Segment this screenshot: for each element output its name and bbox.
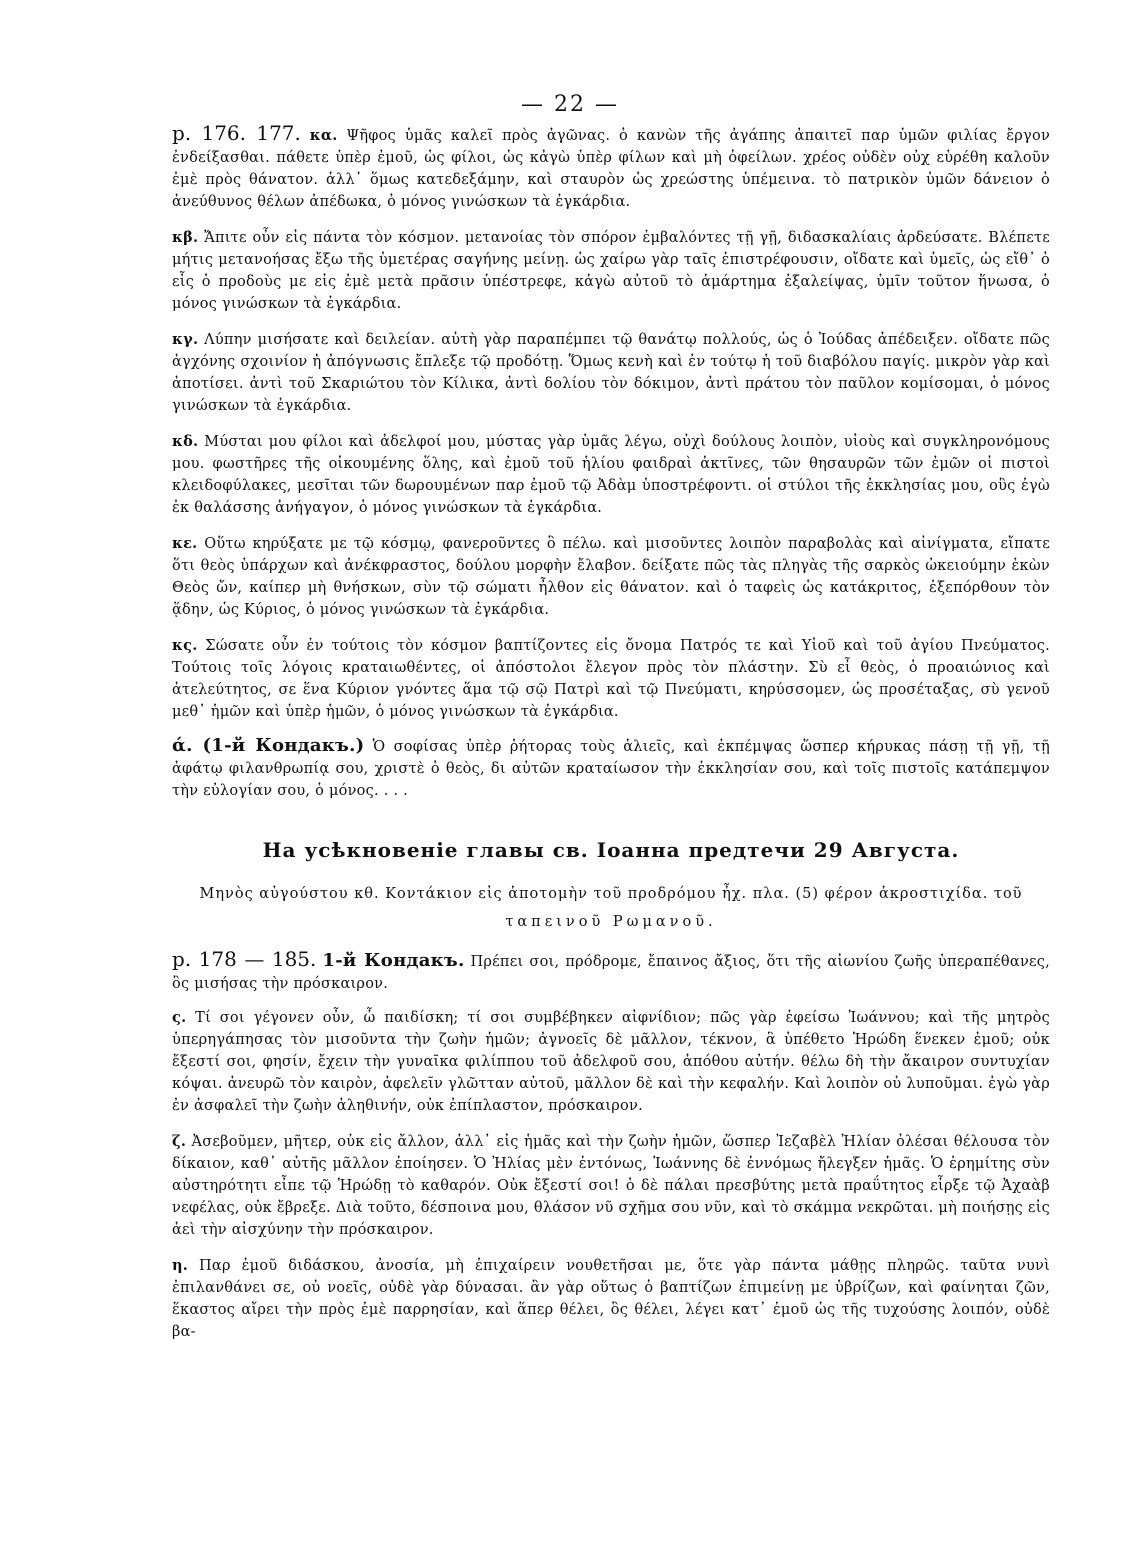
- paragraph-h: [172, 1255, 1050, 1343]
- page-body: [172, 122, 1050, 1343]
- stanza-marker: 1-й Кондакъ.: [322, 950, 465, 971]
- paragraph-kg: [172, 329, 1050, 417]
- paragraph-kondak-intro: [172, 948, 1050, 995]
- stanza-marker: κγ.: [172, 331, 199, 348]
- page-reference: p. 176. 177.: [172, 121, 301, 145]
- subheading-line: ταπεινοῦ Ρωμανοῦ.: [505, 914, 717, 930]
- stanza-marker: κβ.: [172, 229, 199, 246]
- section-heading: На усѣкновеніе главы св. Іоанна предтечи 29 Августа.: [262, 838, 960, 862]
- stanza-text: Λύπην μισήσατε καὶ δειλείαν. αὐτὴ γὰρ παραπέμπει τῷ θανάτῳ πολλούς, ὡς ὁ Ἰούδας ἀπέδειξεν. οἴδατε πῶς ἀγχόνης σχοινίον ἡ ἀπόγνωσις ἔπλεξε τῷ προδότῃ. Ὅμως κενὴ καὶ ἐν τούτῳ ἡ τοῦ διαβόλου παγίς. μικρὸν γὰρ καὶ ἀποτίσει. ἀντὶ τοῦ Σκαριώτου τὸν Κίλικα, ἀντὶ δολίου τὸν δόκιμον, ἀντὶ πράτου τὸν παῦλον κομίσομαι, ὁ μόνος γινώσκων τὰ ἐγκάρδια.: [172, 332, 1050, 414]
- stanza-text: Σώσατε οὖν ἐν τούτοις τὸν κόσμον βαπτίζοντες εἰς ὄνομα Πατρός τε καὶ Υἱοῦ καὶ τοῦ ἁγίου Πνεύματος. Τούτοις τοῖς λόγοις κραταιωθέντες, οἱ ἀπόστολοι ἔλεγον πρὸς τὸν πλάστην. Σὺ εἶ θεὸς, ὁ προαιώνιος καὶ ἀτελεύτητος, σε ἕνα Κύριον γνόντες ἅμα τῷ σῷ Πατρὶ καὶ τῷ Πνεύματι, κηρύσσομεν, ὡς προσέταξας, σὺ γενοῦ μεθ᾽ ἡμῶν καὶ ὑπὲρ ἡμῶν, ὁ μόνος γινώσκων τὰ ἐγκάρδια.: [172, 638, 1050, 720]
- stanza-text: Οὕτω κηρύξατε με τῷ κόσμῳ, φανεροῦντες ὃ πέλω. καὶ μισοῦντες λοιπὸν παραβολὰς καὶ αἰνίγματα, εἴπατε ὅτι θεὸς ὑπάρχων καὶ ἀνέκφραστος, δούλου μορφὴν ἔλαβον. δείξατε πῶς τὰς πληγὰς τῆς σαρκὸς ὠκειούμην ἑκὼν Θεὸς ὤν, καίπερ μὴ θνήσκων, σὺν τῷ σώματι ἦλθον εἰς θάνατον. καὶ ὁ ταφεὶς ὡς κατάκριτος, ἐξεπόρθουν τὸν ᾅδην, ὡς Κύριος, ὁ μόνος γινώσκων τὰ ἐγκάρδια.: [172, 536, 1051, 618]
- paragraph-kondak-1: [172, 735, 1050, 802]
- stanza-text: Ἀσεβοῦμεν, μῆτερ, οὐκ εἰς ἄλλον, ἀλλ᾽ εἰς ἡμᾶς καὶ τὴν ζωὴν ἡμῶν, ὥσπερ Ἰεζαβὲλ Ἠλίαν ὀλέσαι θέλουσα τὸν δίκαιον, καθ᾽ αὐτῆς μᾶλλον ἐποίησεν. Ὁ Ἠλίας μὲν ἐντόνως, Ἰωάννης δὲ ἐννόμως ἤλεγξεν ἡμᾶς. Ὁ ἐρημίτης σὺν αὐστηρότητι εἶπε τῷ Ἡρώδῃ τὸ καθαρόν. Οὐκ ἔξεστί σοι! ὁ δὲ πάλαι πρεσβύτης μετὰ πραΰτητος εἶρξε τῷ Ἀχαὰβ νεφέλας, οὐκ ἔβρεξε. Διὰ τοῦτο, δέσποινα μου, θλάσον νῦ σχῆμα σου νῦν, καὶ τὸ σκάμμα νεκρῶται. μὴ ποιήσῃς εἰς ἀεὶ τὴν αἰσχύνην τὴν πρόσκαιρον.: [172, 1134, 1050, 1238]
- stanza-text: Παρ ἐμοῦ διδάσκου, ἀνοσία, μὴ ἐπιχαίρειν νουθετῆσαι με, ὅτε γὰρ πάντα μάθῃς πληρῶς. ταῦτα νυνὶ ἐπιλανθάνει σε, οὐ νοεῖς, οὐδὲ γὰρ δύνασαι. ἂν γὰρ οὕτως ὁ βαπτίζων ἐπιμείνῃ με ὑβρίζων, καὶ φαίνηται ζῶν, ἕκαστος αἴρει τὴν πρὸς ἐμὲ παρρησίαν, καὶ ἅπερ θέλει, ὃς θέλει, λέγει κατ᾽ ἐμοῦ ὡς τῆς τυχούσης λοιπόν, οὐδὲ βα-: [172, 1258, 1051, 1340]
- paragraph-ka: [172, 122, 1050, 213]
- stanza-marker: ς.: [172, 1009, 187, 1026]
- paragraph-z: [172, 1131, 1050, 1241]
- stanza-text: Ἄπιτε οὖν εἰς πάντα τὸν κόσμον. μετανοίας τὸν σπόρον ἐμβαλόντες τῇ γῇ, διδασκαλίαις ἀρδεύσατε. Βλέπετε μήτις μετανοήσας ἔξω τῆς ὑμετέρας σαγήνης μείνῃ. ὡς χαίρω γὰρ ταῖς ἐπιστρέφουσιν, οἴδατε καὶ ὑμεῖς, ὡς εἴθ᾽ ὁ εἷς ὁ προδοὺς με εἰς ἐμὲ μετὰ πρᾶσιν ὑπέστρεφε, κἀγὼ αὐτοῦ τὸ ἁμάρτημα ἐξαλείψας, ὑμῖν τοῦτον ἥνωσα, ὁ μόνος γινώσκων τὰ ἐγκάρδια.: [172, 230, 1050, 312]
- stanza-text: Ψῆφος ὑμᾶς καλεῖ πρὸς ἀγῶνας. ὁ κανὼν τῆς ἀγάπης ἀπαιτεῖ παρ ὑμῶν φιλίας ἔργον ἐνδείξασθαι. πάθετε ὑπὲρ ἐμοῦ, ὡς φίλοι, ὡς κἀγὼ ὑπὲρ φίλων καὶ μὴ ὀφείλων. χρέος οὐδὲν οὐχ εὑρέθη καλοῦν ἐμὲ πρὸς θάνατον. ἀλλ᾽ ὅμως κατεδεξάμην, καὶ σταυρὸν ὡς χρεώστης ὑπέμεινα. τὸ πατρικὸν ὑμῶν δάνειον ὁ ἀνεύθυνος θέλων ἀπέδωκα, ὁ μόνος γινώσκων τὰ ἐγκάρδια.: [172, 128, 1051, 210]
- stanza-marker: κα.: [309, 127, 338, 144]
- stanza-marker: κε.: [172, 535, 198, 552]
- subheading-line: Μηνὸς αὐγούστου κθ. Κοντάκιον εἰς ἀποτομὴν τοῦ προδρόμου ἦχ. πλα. (5) φέρον ἀκροστιχίδα. τοῦ: [199, 886, 1023, 902]
- paragraph-ke: [172, 533, 1050, 621]
- stanza-text: Μύσται μου φίλοι καὶ ἀδελφοί μου, μύστας γὰρ ὑμᾶς λέγω, οὐχὶ δούλους λοιπὸν, υἱοὺς καὶ συγκληρονόμους μου. φωστῆρες τῆς οἰκουμένης ὅλης, καὶ ἐμοῦ τοῦ ἡλίου φαιδραὶ ἀκτῖνες, τῶν θησαυρῶν τῶν ἐμῶν οἱ πιστοὶ κλειδοφύλακες, μεσῖται τῶν δωρουμένων παρ ἐμοῦ τῷ Ἀδὰμ ὑποστρέφοντι. οἱ στύλοι τῆς ἐκκλησίας μου, οὓς ἐγὼ ἐκ θαλάσσης ἀνήγαγον, ὁ μόνος γινώσκων τὰ ἐγκάρδια.: [172, 434, 1050, 516]
- stanza-marker: κς.: [172, 637, 198, 654]
- paragraph-kb: [172, 227, 1050, 315]
- stanza-text: Ὁ σοφίσας ὑπὲρ ῥήτορας τοὺς ἁλιεῖς, καὶ ἐκπέμψας ὥσπερ κήρυκας πάσῃ τῇ γῇ, τῇ ἀφάτῳ φιλανθρωπίᾳ σου, χριστὲ ὁ θεὸς, δι αὐτῶν κραταίωσον τὴν ἐκκλησίαν σου, καὶ τοῖς πιστοῖς κατάπεμψον τὴν εὐλογίαν σου, ὁ μόνος. . . .: [172, 739, 1050, 799]
- paragraph-s: [172, 1007, 1050, 1117]
- stanza-marker: κδ.: [172, 433, 199, 450]
- stanza-marker: ζ.: [172, 1133, 187, 1150]
- stanza-marker: η.: [172, 1257, 189, 1274]
- stanza-text: Τί σοι γέγονεν οὖν, ὦ παιδίσκη; τί σοι συμβέβηκεν αἰφνίδιον; πῶς γὰρ ἐφείσω Ἰωάννου; καὶ τῆς μητρὸς ὑπερηγάπησας τὸν μισοῦντα τὴν ζωὴν ἡμῶν; ἀγνοεῖς δὲ μᾶλλον, τέκνον, ἃ ὑπέθετο Ἡρώδη ἕνεκεν ἐμοῦ; οὐκ ἔξεστί σοι, φησίν, ἔχειν τὴν γυναῖκα φιλίππου τοῦ ἀδελφοῦ σου, ἀπόθου αὐτήν. θέλω δὴ τὴν ἄκαιρον συντυχίαν κόψαι. ἀνευρῶ τὸν καιρὸν, ἀφελεῖν γλῶτταν αὐτοῦ, μᾶλλον δὲ καὶ τὴν κεφαλήν. Καὶ λοιπὸν οὐ λυποῦμαι. ἐγὼ γὰρ ἐν ἀσφαλεῖ τὴν ζωὴν ἀληθινήν, οὐκ ἐπίπλαστον, πρόσκαιρον.: [172, 1010, 1051, 1114]
- page-number: — 22 —: [521, 92, 619, 117]
- paragraph-ks: [172, 635, 1050, 723]
- paragraph-kd: [172, 431, 1050, 519]
- stanza-marker: ά. (1-й Кондакъ.): [172, 735, 365, 756]
- page-reference: p. 178 — 185.: [172, 947, 317, 971]
- stanza-text: Πρέπει σοι, πρόδρομε, ἔπαινος ἄξιος, ὅτι τῆς αἰωνίου ζωῆς ὑπεραπέθανες, ὃς μισήσας τὴν πρόσκαιρον.: [172, 954, 1051, 992]
- section-subheading: [172, 880, 1050, 936]
